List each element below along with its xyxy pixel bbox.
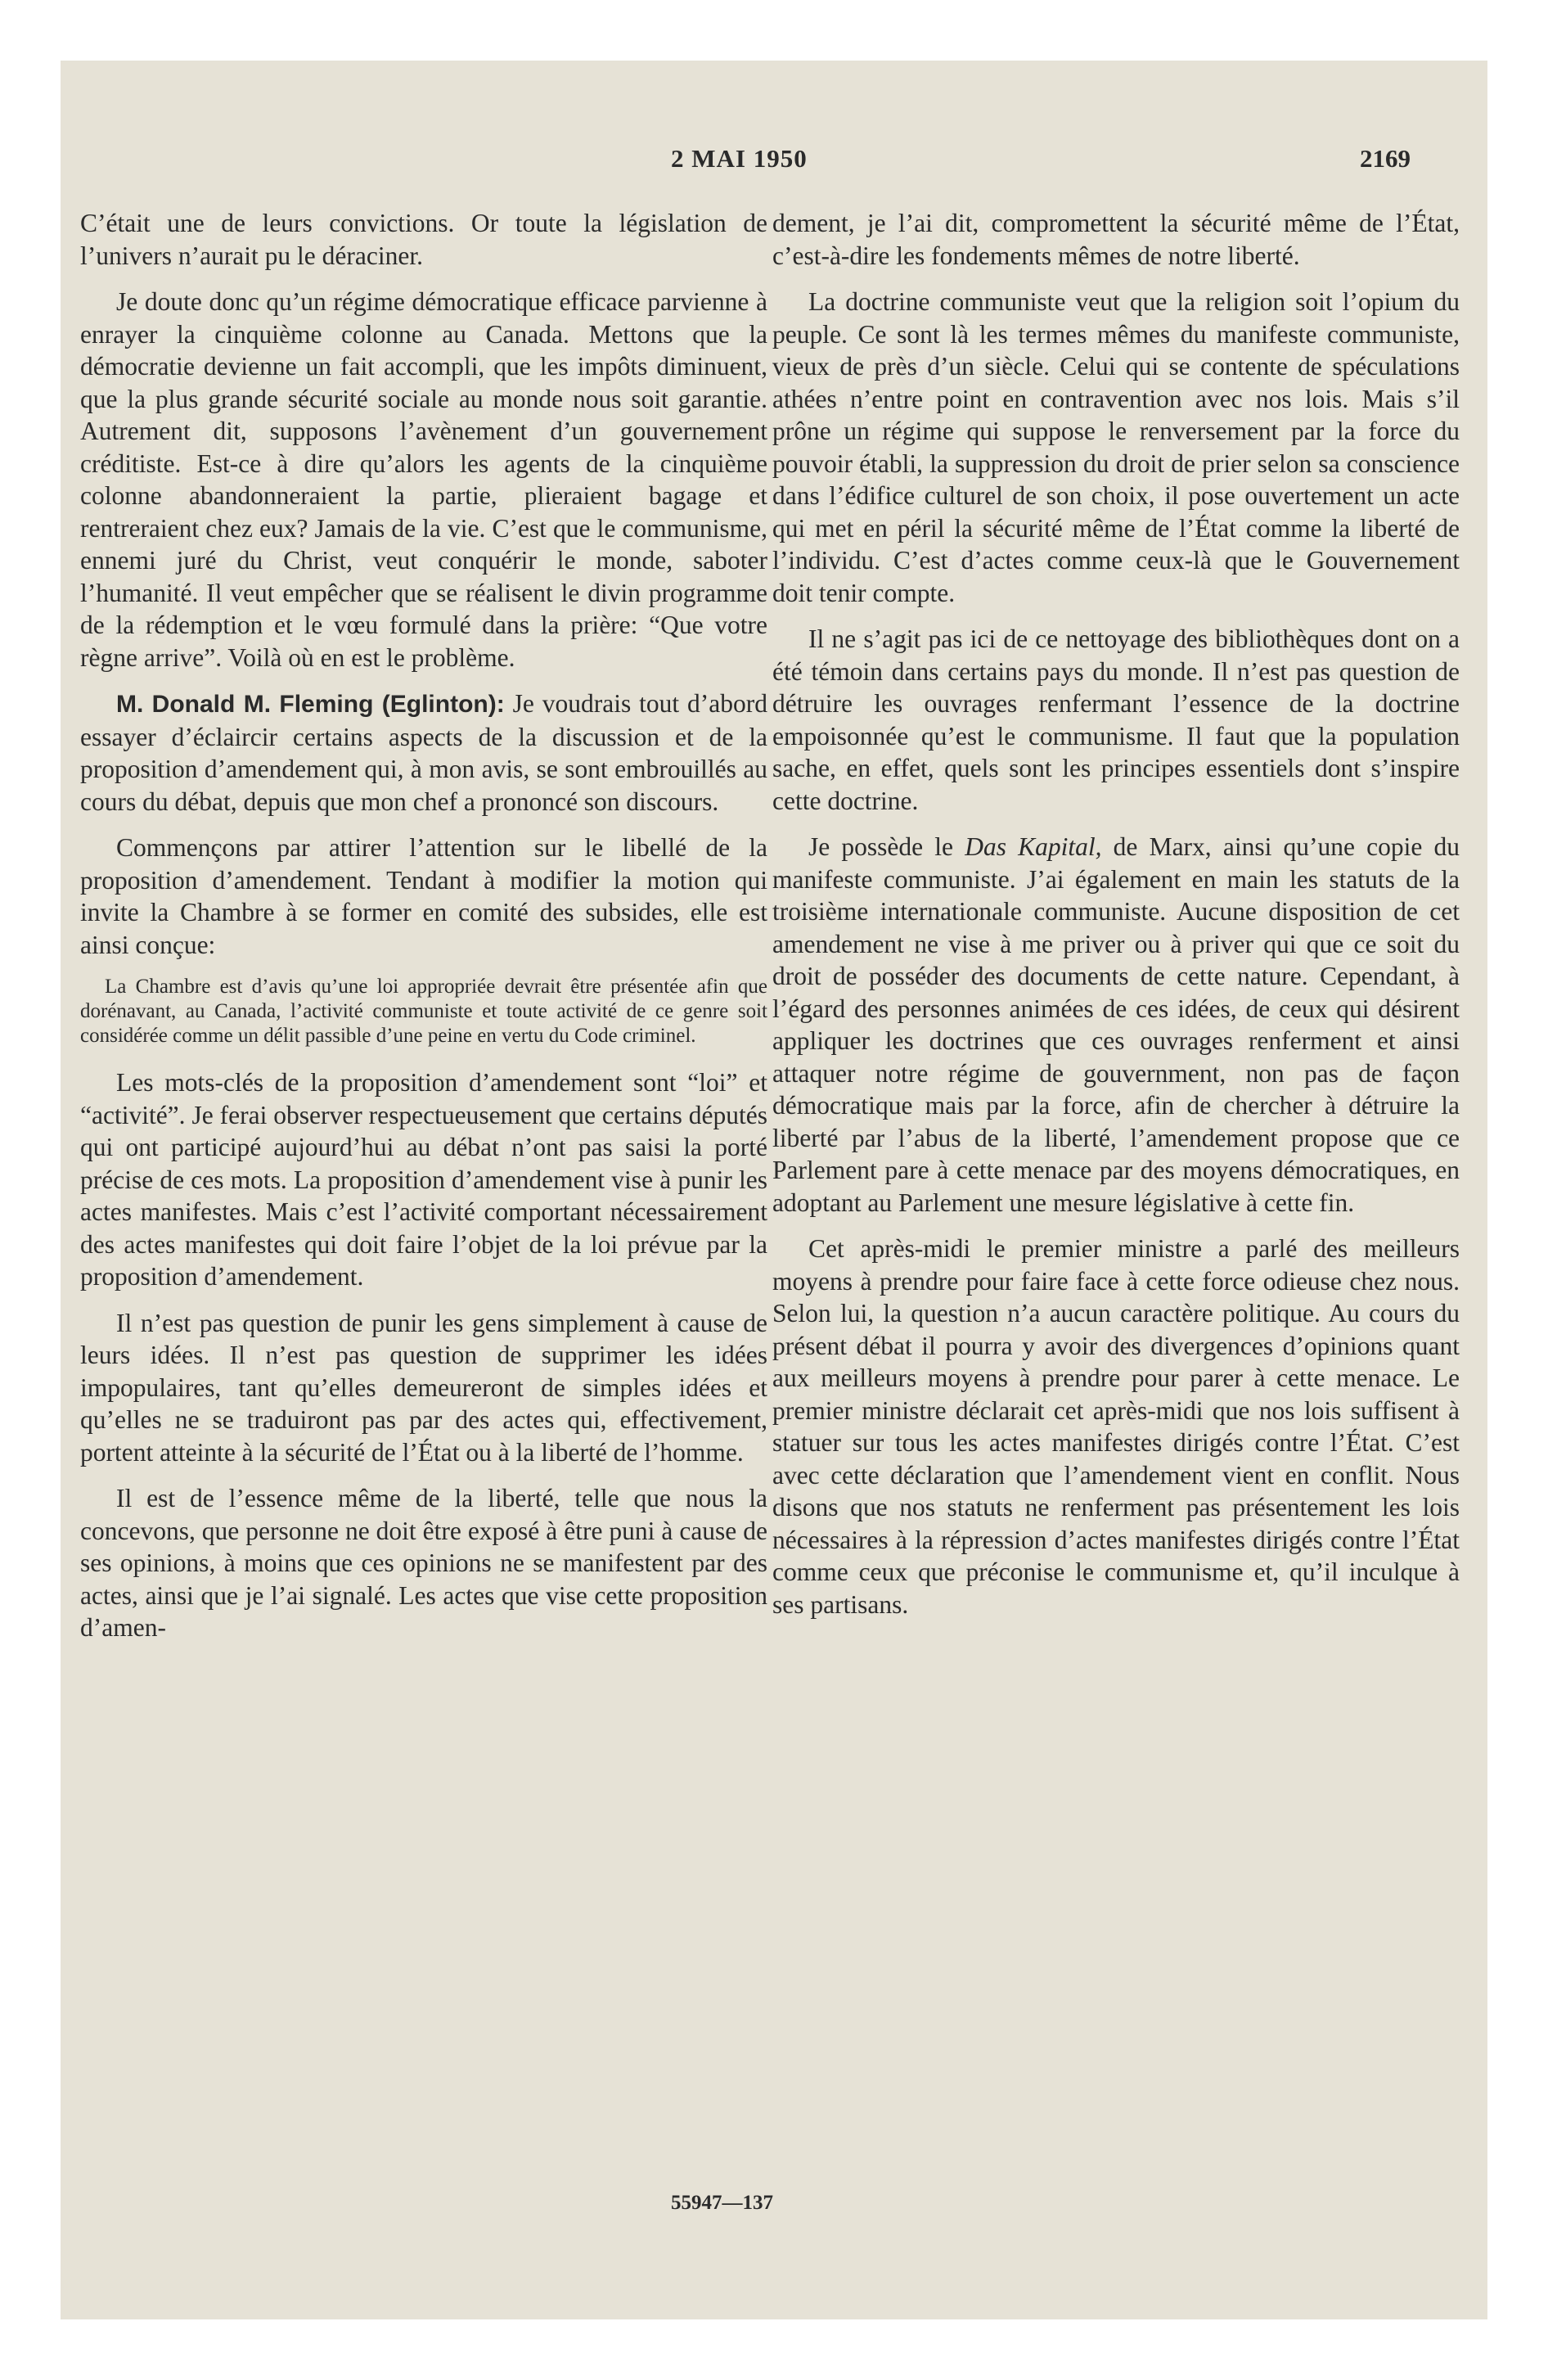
paragraph: Je doute donc qu’un régime démocratique efficace parvienne à enrayer la cinquième colonne au Canada. Mettons que la démocratie devienne un fait accompli, que les impôts diminuent, que la plus grande sécurité sociale au monde nous soit garantie. Autrement dit, supposons l’avènement d’un gouvernement créditiste. Est-ce à dire qu’alors les agents de la cinquième colonne abandonneraient la partie, plieraient bagage et rentreraient chez eux? Jamais de la vie. C’est que le communisme, ennemi juré du Christ, veut conquérir le monde, saboter l’humanité. Il veut empêcher que se réalisent le divin programme de la rédemption et le vœu formulé dans la prière: “Que votre règne arrive”. Voilà où en est le problème. — [80, 287, 767, 672]
book-title: Das Kapital, — [965, 832, 1102, 861]
text-run: de Marx, ainsi qu’une copie du manifeste communiste. J’ai également en main les statuts de la troisième internationale communiste. Aucune disposition de cet amendement ne vise à me priver ou à priver qui que ce soit du droit de posséder des documents de cette nature. Cependant, à l’égard des personnes animées de ces idées, de ceux qui désirent appliquer les doctrines que ces ouvrages renferment et ainsi attaquer notre régime de gouvernment, non pas de façon démocratique mais par la force, afin de chercher à détruire la liberté par l’abus de la liberté, l’amendement propose que ce Parlement pare à cette menace par des moyens démocratiques, en adoptant au Parlement une mesure législative à cette fin. — [772, 832, 1460, 1217]
right-column — [772, 207, 1460, 1634]
block-quote: La Chambre est d’avis qu’une loi appropriée devrait être présentée afin que dorénavant, au Canada, l’activité communiste et toute activité de ce genre soit considérée comme un délit passible d’une peine en vertu du Code criminel. — [80, 976, 767, 1047]
page-number: 2169 — [1360, 144, 1411, 173]
paragraph: Il ne s’agit pas ici de ce nettoyage des bibliothèques dont on a été témoin dans certains pays du monde. Il n’est pas question de détruire les ouvrages renfermant l’essence de la doctrine empoisonnée qu’est le communisme. Il faut que la population sache, en effet, quels sont les principes essentiels dont s’inspire cette doctrine. — [772, 624, 1460, 815]
paragraph: La doctrine communiste veut que la religion soit l’opium du peuple. Ce sont là les termes mêmes du manifeste communiste, vieux de près d’un siècle. Celui qui se contente de spéculations athées n’entre point en contravention avec nos lois. Mais s’il prône un régime qui suppose le renversement par la force du pouvoir établi, la suppression du droit de prier selon sa conscience dans l’édifice culturel de son choix, il pose ouvertement un acte qui met en péril la sécurité même de l’État comme la liberté de l’individu. C’est d’actes comme ceux-là que le Gouvernement doit tenir compte. — [772, 287, 1460, 607]
speaker-name: M. Donald M. Fleming (Eglinton): — [116, 691, 505, 718]
paragraph: Il n’est pas question de punir les gens simplement à cause de leurs idées. Il n’est pas question de supprimer les idées impopulaires, tant qu’elles demeureront de simples idées et qu’elles ne se traduiront pas par des actes qui, effectivement, portent atteinte à la sécurité de l’État ou à la liberté de l’homme. — [80, 1308, 767, 1467]
paragraph: Cet après-midi le premier ministre a parlé des meilleurs moyens à prendre pour faire face à cette force odieuse chez nous. Selon lui, la question n’a aucun caractère politique. Au cours du présent débat il pourra y avoir des divergences d’opinions quant aux meilleurs moyens à prendre pour parer à cette menace. Le premier ministre déclarait cet après-midi que nos lois suffisent à statuer sur tous les actes manifestes dirigés contre l’État. C’est avec cette déclaration que l’amendement vient en conflit. Nous disons que nos statuts ne renferment pas présentement les lois nécessaires à la répression d’actes manifestes dirigés contre l’État comme ceux que préconise le communisme et, qu’il inculque à ses partisans. — [772, 1234, 1460, 1619]
footer-code: 55947—137 — [671, 2192, 773, 2214]
paragraph: dement, je l’ai dit, compromettent la sécurité même de l’État, c’est-à-dire les fondements mêmes de notre liberté. — [772, 209, 1460, 270]
speaker-text: Je voudrais tout d’abord essayer d’éclaircir certains aspects de la discussion et de la proposition d’amendement qui, à mon avis, se sont embrouillés au cours du débat, depuis que mon chef a prononcé son discours. — [80, 689, 767, 816]
header-date: 2 MAI 1950 — [671, 144, 808, 173]
paragraph: Il est de l’essence même de la liberté, telle que nous la concevons, que personne ne doit être exposé à être puni à cause de ses opinions, à moins que ces opinions ne se manifestent par des actes, ainsi que je l’ai signalé. Les actes que vise cette proposition d’amen- — [80, 1484, 767, 1642]
text-run: Je possède le — [808, 832, 965, 861]
paragraph: Les mots-clés de la proposition d’amendement sont “loi” et “activité”. Je ferai observer respectueusement que certains députés qui ont participé aujourd’hui au débat n’ont pas saisi la porté précise de ces mots. La proposition d’amendement vise à punir les actes manifestes. Mais c’est l’activité comportant nécessairement des actes manifestes qui doit faire l’objet de la loi prévue par la proposition d’amendement. — [80, 1068, 767, 1291]
paragraph — [772, 831, 1460, 1219]
paragraph: Commençons par attirer l’attention sur le libellé de la proposition d’amendement. Tendant à modifier la motion qui invite la Chambre à se former en comité des subsides, elle est ainsi conçue: — [80, 833, 767, 959]
speaker-paragraph — [80, 687, 767, 818]
paragraph: C’était une de leurs convictions. Or toute la législation de l’univers n’aurait pu le déraciner. — [80, 209, 767, 270]
left-column — [80, 207, 767, 1658]
